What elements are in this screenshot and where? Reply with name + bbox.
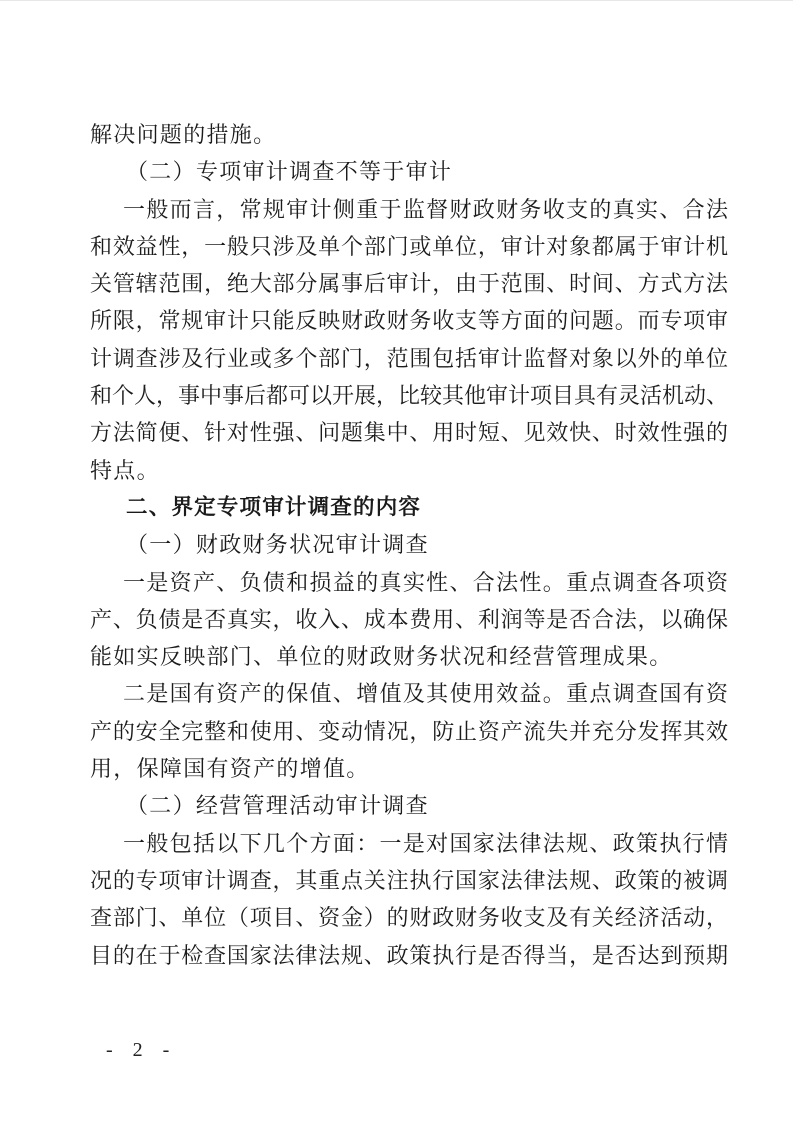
body-text-line: 关管辖范围，绝大部分属事后审计，由于范围、时间、方式方法: [90, 271, 728, 297]
body-text-line: 能如实反映部门、单位的财政财务状况和经营管理成果。: [90, 644, 673, 670]
body-text-line: 目的在于检查国家法律法规、政策执行是否得当，是否达到预期: [90, 942, 728, 968]
section-heading: 二、界定专项审计调查的内容: [126, 494, 422, 519]
sub-heading: （一）财政财务状况审计调查: [126, 532, 429, 558]
sub-heading: （二）经营管理活动审计调查: [126, 793, 429, 819]
scan-edge-artifact: [0, 0, 793, 1]
page-number: - 2 -: [106, 1039, 173, 1061]
body-text-line: 产的安全完整和使用、变动情况，防止资产流失并充分发挥其效: [90, 718, 728, 744]
body-text-line: 解决问题的措施。: [90, 122, 277, 147]
body-text-line: 和个人，事中事后都可以开展，比较其他审计项目具有灵活机动、: [90, 383, 729, 409]
body-text-line: 一般包括以下几个方面：一是对国家法律法规、政策执行情: [123, 830, 728, 856]
body-text-line: 查部门、单位（项目、资金）的财政财务收支及有关经济活动，: [90, 905, 728, 931]
sub-heading: （二）专项审计调查不等于审计: [126, 159, 453, 185]
body-text-line: 和效益性，一般只涉及单个部门或单位，审计对象都属于审计机: [90, 233, 728, 259]
body-text-line: 用，保障国有资产的增值。: [90, 756, 370, 782]
body-text-line: 一般而言，常规审计侧重于监督财政财务收支的真实、合法: [123, 196, 728, 222]
body-text-line: 计调查涉及行业或多个部门，范围包括审计监督对象以外的单位: [90, 345, 728, 371]
body-text-line: 方法简便、针对性强、问题集中、用时短、见效快、时效性强的: [90, 420, 728, 446]
body-text-line: 二是国有资产的保值、增值及其使用效益。重点调查国有资: [123, 681, 728, 707]
body-text-line: 况的专项审计调查，其重点关注执行国家法律法规、政策的被调: [90, 867, 728, 893]
document-body: [90, 116, 728, 974]
body-text-line: 产、负债是否真实，收入、成本费用、利润等是否合法，以确保: [90, 606, 728, 632]
body-text-line: 特点。: [90, 457, 160, 483]
body-text-line: 一是资产、负债和损益的真实性、合法性。重点调查各项资: [123, 569, 728, 595]
body-text-line: 所限，常规审计只能反映财政财务收支等方面的问题。而专项审: [90, 308, 728, 334]
